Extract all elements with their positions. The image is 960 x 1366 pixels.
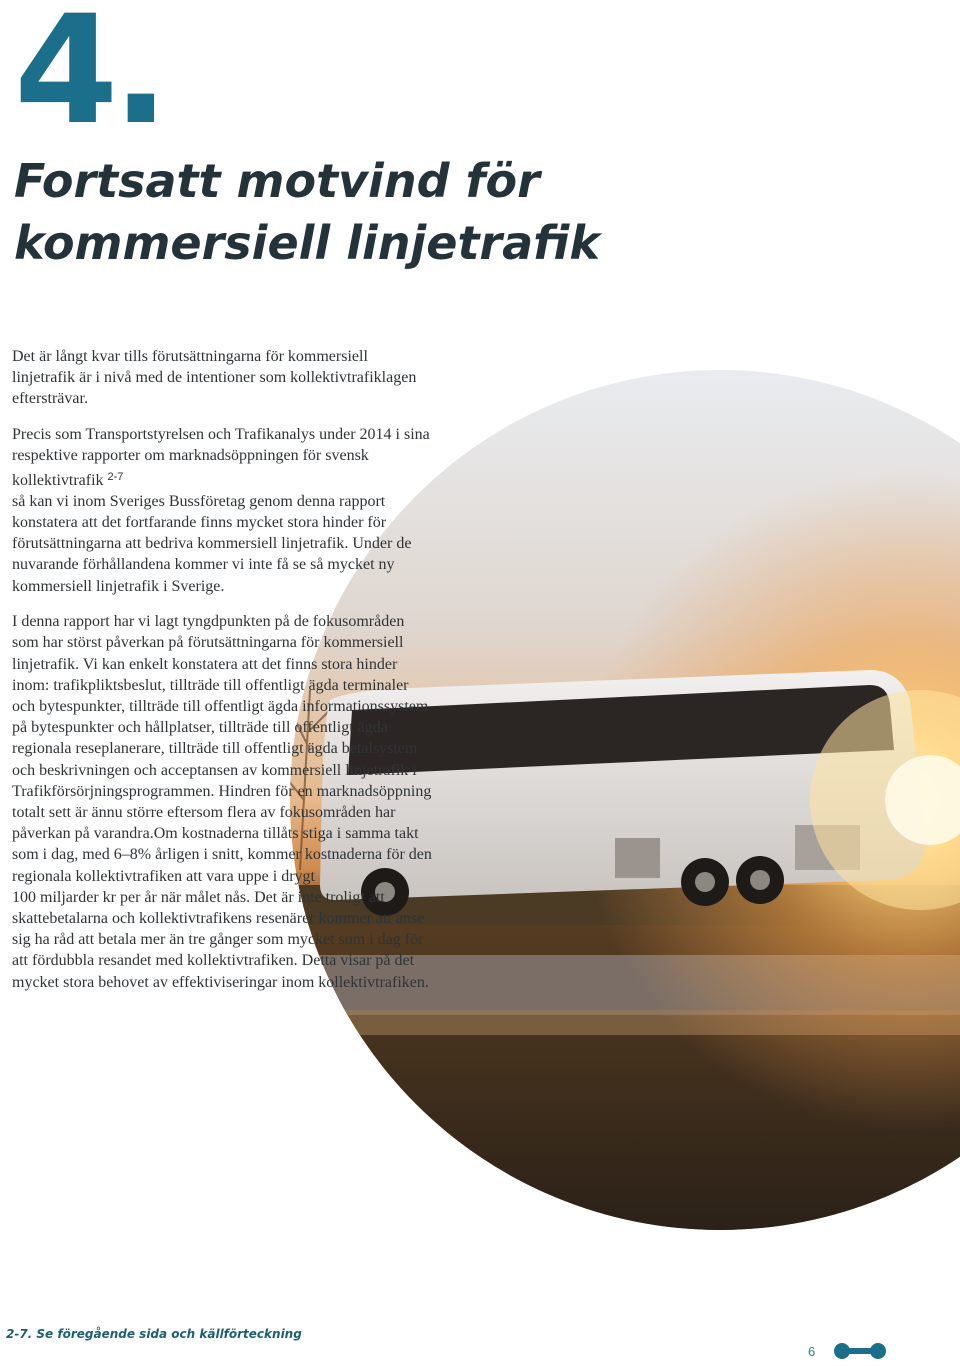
body-text [12,346,432,1007]
page-number: 6 [808,1344,816,1359]
reference-marker: 2-7 [107,470,124,483]
chapter-number: 4. [14,0,164,158]
paragraph-3-start: I denna rapport har vi lagt tyngdpunkten på de fokusområden som har störst påverkan på förutsättningarna för kommersiell linjetrafik. Vi kan enkelt konstatera att det finns stora hinder inom: trafikpliktsbeslut, tillträde till offentligt ägda terminaler och bytespunkter, tillträde till offentligt ägda informationssystem på bytespunkter och hållplatser, tillträde till offentligt ägda regionala reseplanerare, tillträde till offentligt ägda betalsystem och beskrivningen och acceptansen av kommersiell linjetrafik i Trafikförsörjningsprogrammen. Hindren för en marknadsöppning totalt sett är ännu större eftersom flera av fokusområden har påverkan på varandra.Om kostnaderna tillåts stiga i samma takt som i dag, med 6–8% årligen i snitt, kommer kostnaderna för den regionala kollektivtrafiken att vara uppe i drygt [12,613,432,885]
paragraph-3-end: 100 miljarder kr per år när målet nås. Det är inte troligt att skattebetalarna och kollektivtrafikens resenärer kommer att anse sig ha råd att betala mer än tre gånger som mycket som i dag för att fördubbla resandet med kollektivtrafiken. Detta visar på det mycket stora behovet av effektiviseringar inom kollektivtrafiken. [12,888,429,991]
page-marker-icon [832,1341,888,1361]
chapter-title: Fortsatt motvind för kommersiell linjetrafik [14,154,600,270]
paragraph-3 [12,611,432,993]
footnote: 2-7. Se föregående sida och källförteckning [6,1327,302,1341]
paragraph-2-end: så kan vi inom Sveriges Bussföretag genom denna rapport konstatera att det fortfarande finns mycket stora hinder för förutsättningarna att bedriva kommersiell linjetrafik. Under de nuvarande förhållandena kommer vi inte få se så mycket ny kommersiell linjetrafik i Sverige. [12,492,412,595]
intro-paragraph: Det är långt kvar tills förutsättningarna för kommersiell linjetrafik är i nivå med de intentioner som kollektivtrafiklagen eftersträvar. [12,348,417,408]
paragraph-2-start: Precis som Transportstyrelsen och Trafikanalys under 2014 i sina respektive rapporter om marknadsöppningen för svensk kollektivtrafik [12,426,430,489]
paragraph-2 [12,424,432,597]
